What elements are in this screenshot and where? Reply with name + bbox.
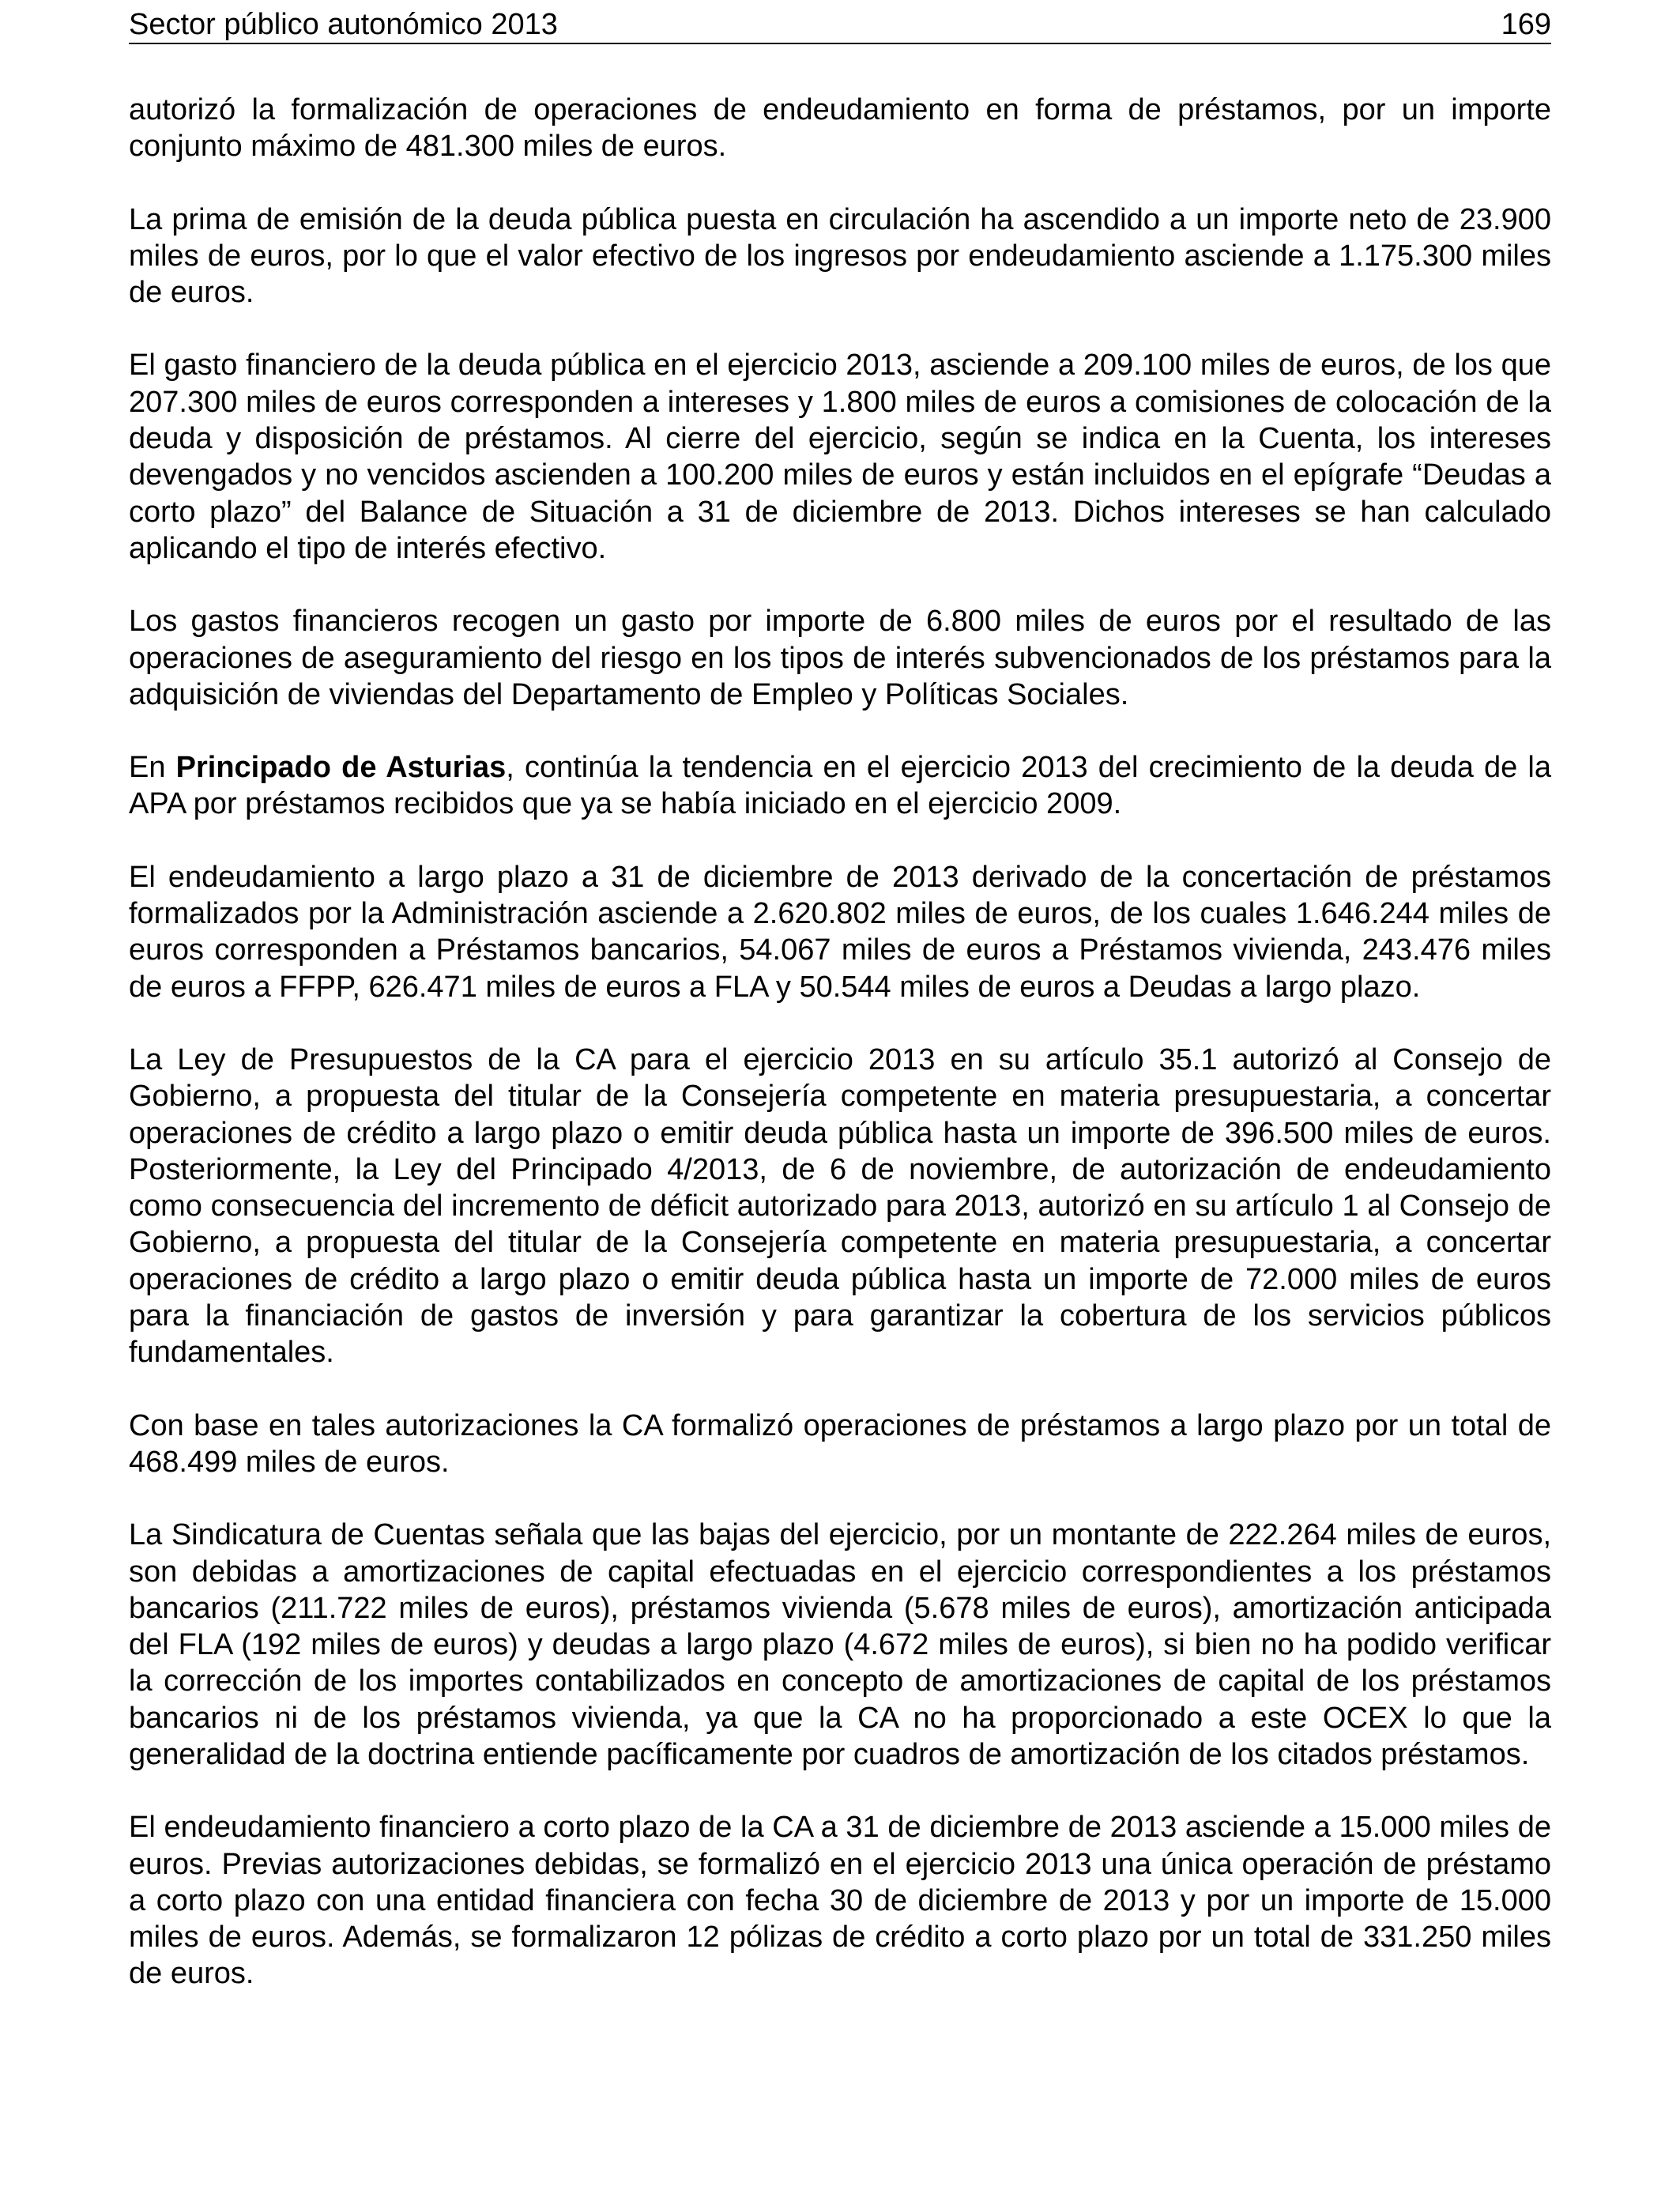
paragraph: Los gastos financieros recogen un gasto por importe de 6.800 miles de euros por el resultado de las operaciones de aseguramiento del riesgo en los tipos de interés subvencionados de los préstamos para la adquisición de viviendas del Departamento de Empleo y Políticas Sociales. [129, 605, 1551, 711]
asturias-bold-region: Principado de Asturias [175, 751, 507, 785]
header-title: Sector público autonómico 2013 [129, 8, 558, 41]
paragraph: El endeudamiento financiero a corto plazo de la CA a 31 de diciembre de 2013 asciende a 15.000 miles de euros. Previas autorizaciones debidas, se formalizó en el ejercicio 2013 una única operación de préstamo a corto plazo con una entidad financiera con fecha 30 de diciembre de 2013 y por un importe de 15.000 miles de euros. Además, se formalizaron 12 pólizas de crédito a corto plazo por un total de 331.250 miles de euros. [129, 1811, 1551, 1991]
body-text [129, 92, 1551, 2029]
paragraph: El endeudamiento a largo plazo a 31 de diciembre de 2013 derivado de la concertación de préstamos formalizados por la Administración asciende a 2.620.802 miles de euros, de los cuales 1.646.244 miles de euros corresponden a Préstamos bancarios, 54.067 miles de euros a Préstamos vivienda, 243.476 miles de euros a FFPP, 626.471 miles de euros a FLA y 50.544 miles de euros a Deudas a largo plazo. [129, 860, 1551, 1004]
paragraph: autorizó la formalización de operaciones de endeudamiento en forma de préstamos, por un importe conjunto máximo de 481.300 miles de euros. [129, 93, 1551, 164]
page-number: 169 [1501, 8, 1551, 41]
paragraph: Con base en tales autorizaciones la CA formalizó operaciones de préstamos a largo plazo por un total de 468.499 miles de euros. [129, 1408, 1551, 1479]
paragraph: La Ley de Presupuestos de la CA para el ejercicio 2013 en su artículo 35.1 autorizó al Consejo de Gobierno, a propuesta del titular de la Consejería competente en materia presupuestaria, a concertar operaciones de crédito a largo plazo o emitir deuda pública hasta un importe de 396.500 miles de euros. Posteriormente, la Ley del Principado 4/2013, de 6 de noviembre, de autorización de endeudamiento como consecuencia del incremento de déficit autorizado para 2013, autorizó en su artículo 1 al Consejo de Gobierno, a propuesta del titular de la Consejería competente en materia presupuestaria, a concertar operaciones de crédito a largo plazo o emitir deuda pública hasta un importe de 72.000 miles de euros para la financiación de gastos de inversión y para garantizar la cobertura de los servicios públicos fundamentales. [129, 1042, 1551, 1370]
paragraph: La prima de emisión de la deuda pública puesta en circulación ha ascendido a un importe neto de 23.900 miles de euros, por lo que el valor efectivo de los ingresos por endeudamiento asciende a 1.175.300 miles de euros. [129, 202, 1551, 310]
asturias-prefix: En [129, 751, 176, 785]
paragraph-asturias [129, 749, 1551, 823]
paragraph: El gasto financiero de la deuda pública en el ejercicio 2013, asciende a 209.100 miles de euros, de los que 207.300 miles de euros corresponden a intereses y 1.800 miles de euros a comisiones de colocación de la deuda y disposición de préstamos. Al cierre del ejercicio, según se indica en la Cuenta, los intereses devengados y no vencidos ascienden a 100.200 miles de euros y están incluidos en el epígrafe “Deudas a corto plazo” del Balance de Situación a 31 de diciembre de 2013. Dichos intereses se han calculado aplicando el tipo de interés efectivo. [129, 349, 1551, 565]
running-header [129, 6, 1551, 44]
asturias-suffix: , continúa la tendencia en el ejercicio 2013 del crecimiento de la deuda de la APA por préstamos recibidos que ya se había iniciado en el ejercicio 2009. [129, 751, 1551, 821]
paragraph: La Sindicatura de Cuentas señala que las bajas del ejercicio, por un montante de 222.264 miles de euros, son debidas a amortizaciones de capital efectuadas en el ejercicio correspondientes a los préstamos bancarios (211.722 miles de euros), préstamos vivienda (5.678 miles de euros), amortización anticipada del FLA (192 miles de euros) y deudas a largo plazo (4.672 miles de euros), si bien no ha podido verificar la corrección de los importes contabilizados en concepto de amortizaciones de capital de los préstamos bancarios ni de los préstamos vivienda, ya que la CA no ha proporcionado a este OCEX lo que la generalidad de la doctrina entiende pacíficamente por cuadros de amortización de los citados préstamos. [129, 1518, 1551, 1771]
